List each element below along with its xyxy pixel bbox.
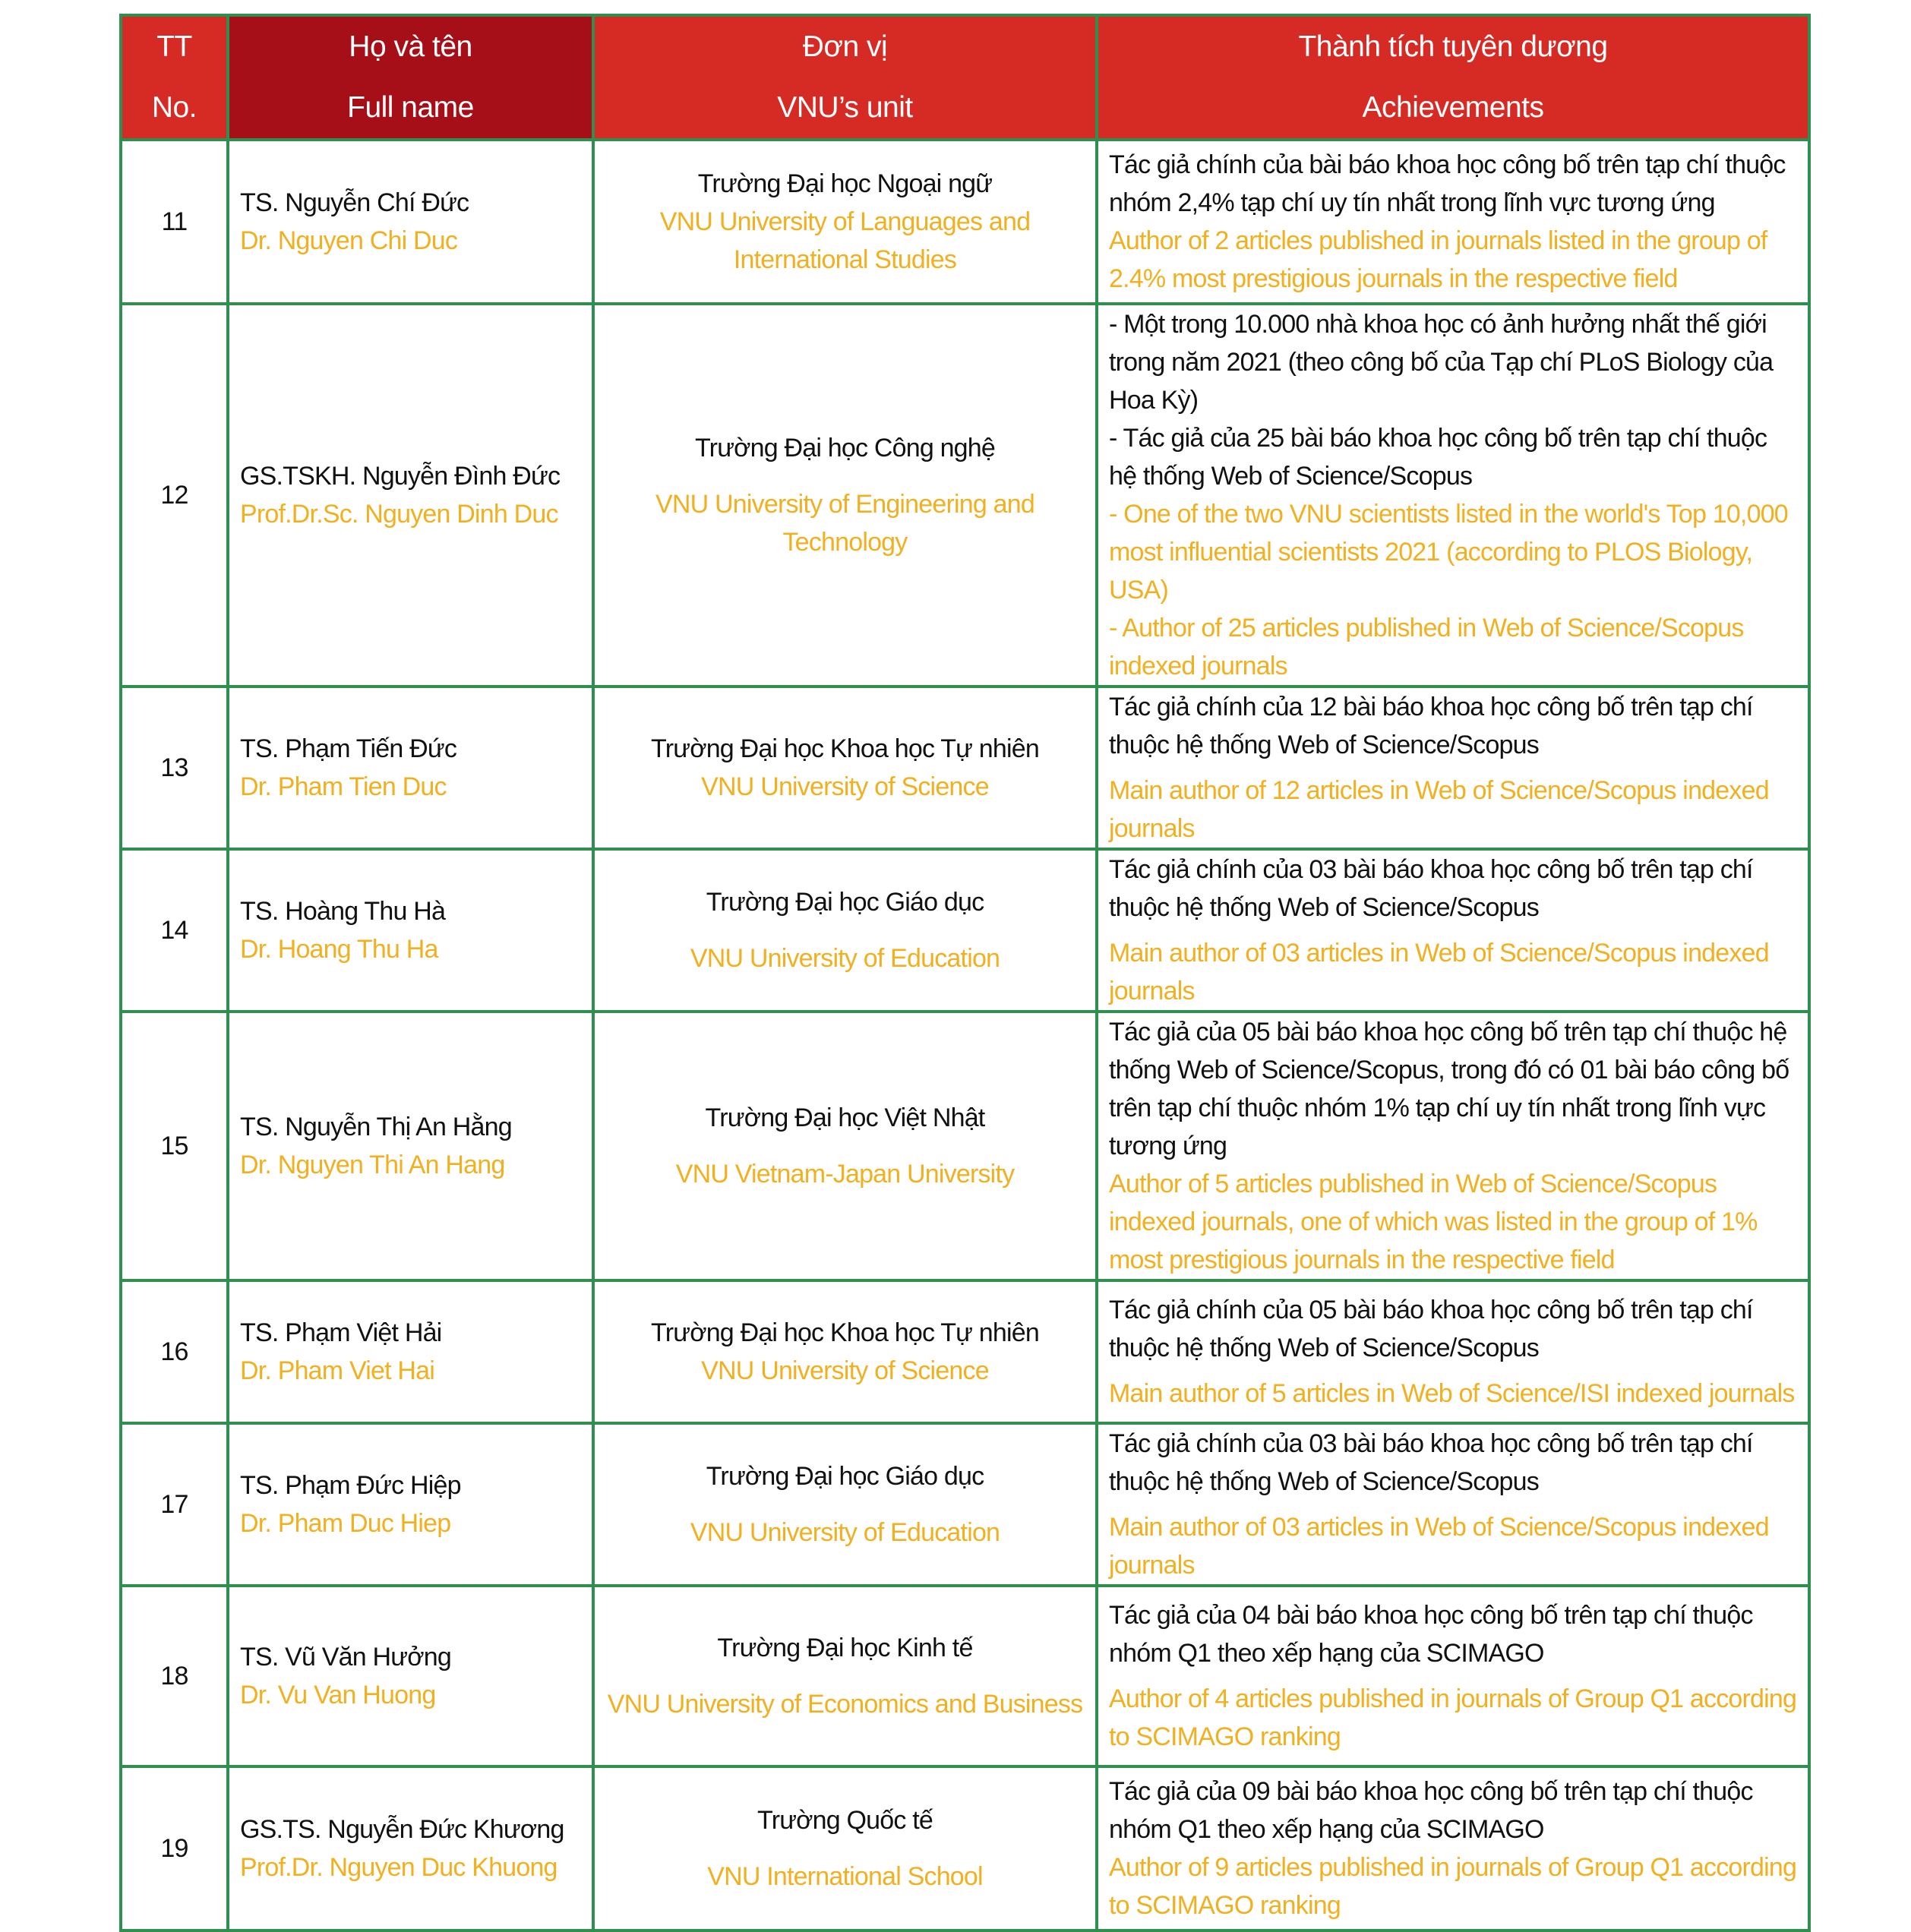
row-number: 18 — [121, 1586, 228, 1766]
header-name — [228, 15, 593, 140]
spacer — [1109, 764, 1797, 772]
person-name-vi: GS.TSKH. Nguyễn Đình Đức — [240, 462, 561, 491]
achievement-cell — [1097, 1012, 1809, 1280]
unit-cell — [593, 687, 1097, 849]
table-header — [121, 15, 1809, 140]
header-no-en: No. — [151, 91, 197, 124]
person-name-cell — [228, 849, 593, 1012]
unit-en: VNU Vietnam-Japan University — [675, 1160, 1015, 1189]
person-name-cell — [228, 1586, 593, 1766]
unit-en: VNU University of Education — [690, 1518, 1000, 1547]
spacer — [605, 467, 1085, 485]
table-row — [121, 1586, 1809, 1766]
achievement-vi: Tác giả của 05 bài báo khoa học công bố trên tạp chí thuộc hệ thống Web of Science/Scopus, trong đó có 01 bài báo công bố trên tạp chí thuộc nhóm 1% tạp chí uy tín nhất trong lĩnh vực tương ứng — [1109, 1018, 1789, 1160]
unit-en: VNU University of Education — [690, 944, 1000, 973]
row-number: 16 — [121, 1280, 228, 1423]
spacer — [605, 1667, 1085, 1685]
achievement-vi: Tác giả chính của 12 bài báo khoa học công bố trên tạp chí thuộc hệ thống Web of Science/Scopus — [1109, 693, 1753, 759]
unit-cell — [593, 1280, 1097, 1423]
person-name-en: Dr. Pham Duc Hiep — [240, 1509, 451, 1538]
header-row — [121, 15, 1809, 140]
achievement-vi: - Một trong 10.000 nhà khoa học có ảnh hưởng nhất thế giới trong năm 2021 (theo công bố của Tạp chí PLoS Biology của Hoa Kỳ) — [1109, 310, 1774, 415]
header-unit — [593, 15, 1097, 140]
achievement-vi: - Tác giả của 25 bài báo khoa học công bố trên tạp chí thuộc hệ thống Web of Science/Scopus — [1109, 424, 1767, 491]
achievement-vi: Tác giả chính của bài báo khoa học công bố trên tạp chí thuộc nhóm 2,4% tạp chí uy tín nhất trong lĩnh vực tương ứng — [1109, 150, 1786, 217]
achievement-en: Main author of 03 articles in Web of Science/Scopus indexed journals — [1109, 939, 1769, 1005]
person-name-vi: TS. Nguyễn Chí Đức — [240, 188, 469, 217]
unit-en: VNU University of Science — [701, 772, 989, 801]
achievement-vi: Tác giả chính của 03 bài báo khoa học công bố trên tạp chí thuộc hệ thống Web of Science/Scopus — [1109, 855, 1753, 922]
header-unit-vi: Đơn vị — [802, 30, 888, 63]
achievement-en: - One of the two VNU scientists listed in the world's Top 10,000 most influential scientists 2021 (according to PLOS Biology, USA) — [1109, 500, 1788, 605]
honoree-table — [119, 14, 1811, 1932]
spacer — [1109, 927, 1797, 934]
person-name-en: Dr. Pham Tien Duc — [240, 772, 447, 801]
achievement-en: Author of 5 articles published in Web of Science/Scopus indexed journals, one of which was listed in the group of 1% most prestigious journals in the respective field — [1109, 1170, 1758, 1274]
person-name-vi: TS. Phạm Tiến Đức — [240, 734, 457, 763]
header-no — [121, 15, 228, 140]
person-name-vi: TS. Phạm Đức Hiệp — [240, 1471, 461, 1500]
achievement-en: Author of 9 articles published in journals of Group Q1 according to SCIMAGO ranking — [1109, 1853, 1797, 1920]
table-row — [121, 1280, 1809, 1423]
person-name-en: Dr. Pham Viet Hai — [240, 1356, 434, 1385]
achievement-vi: Tác giả của 09 bài báo khoa học công bố trên tạp chí thuộc nhóm Q1 theo xếp hạng của SCIMAGO — [1109, 1777, 1753, 1844]
person-name-en: Dr. Vu Van Huong — [240, 1681, 436, 1709]
row-number: 11 — [121, 140, 228, 304]
spacer — [1109, 1672, 1797, 1680]
achievement-en: Main author of 5 articles in Web of Science/ISI indexed journals — [1109, 1379, 1795, 1408]
header-name-en: Full name — [347, 91, 474, 124]
unit-vi: Trường Đại học Ngoại ngữ — [697, 169, 993, 198]
table-row — [121, 1012, 1809, 1280]
unit-vi: Trường Quốc tế — [757, 1806, 933, 1835]
unit-en: VNU University of Economics and Business — [607, 1690, 1083, 1719]
table-row — [121, 1423, 1809, 1586]
spacer — [605, 1137, 1085, 1155]
person-name-cell — [228, 1423, 593, 1586]
achievement-cell — [1097, 140, 1809, 304]
spacer — [605, 1495, 1085, 1514]
person-name-cell — [228, 1766, 593, 1930]
person-name-vi: TS. Hoàng Thu Hà — [240, 897, 446, 926]
row-number: 17 — [121, 1423, 228, 1586]
table-row — [121, 849, 1809, 1012]
person-name-cell — [228, 140, 593, 304]
achievement-cell — [1097, 1280, 1809, 1423]
achievement-cell — [1097, 849, 1809, 1012]
spacer — [605, 1839, 1085, 1858]
header-no-vi: TT — [156, 30, 192, 63]
achievement-en: Author of 2 articles published in journals listed in the group of 2.4% most prestigious journals in the respective field — [1109, 226, 1767, 293]
unit-cell — [593, 1012, 1097, 1280]
person-name-en: Dr. Hoang Thu Ha — [240, 935, 438, 964]
unit-vi: Trường Đại học Công nghệ — [694, 434, 996, 462]
spacer — [1109, 1367, 1797, 1375]
spacer — [605, 921, 1085, 939]
achievement-cell — [1097, 1586, 1809, 1766]
achievement-cell — [1097, 1766, 1809, 1930]
person-name-vi: TS. Nguyễn Thị An Hằng — [240, 1113, 512, 1141]
achievement-vi: Tác giả chính của 03 bài báo khoa học công bố trên tạp chí thuộc hệ thống Web of Science/Scopus — [1109, 1429, 1753, 1496]
unit-cell — [593, 140, 1097, 304]
unit-vi: Trường Đại học Việt Nhật — [705, 1103, 985, 1132]
unit-cell — [593, 1423, 1097, 1586]
person-name-cell — [228, 1280, 593, 1423]
achievement-vi: Tác giả chính của 05 bài báo khoa học công bố trên tạp chí thuộc hệ thống Web of Science/Scopus — [1109, 1296, 1753, 1362]
unit-cell — [593, 1586, 1097, 1766]
table-row — [121, 687, 1809, 849]
achievement-en: - Author of 25 articles published in Web of Science/Scopus indexed journals — [1109, 614, 1744, 680]
unit-vi: Trường Đại học Giáo dục — [706, 888, 984, 917]
row-number: 12 — [121, 304, 228, 687]
unit-cell — [593, 849, 1097, 1012]
unit-cell — [593, 304, 1097, 687]
row-number: 13 — [121, 687, 228, 849]
achievement-en: Main author of 12 articles in Web of Science/Scopus indexed journals — [1109, 776, 1769, 843]
honoree-table-sheet — [119, 14, 1808, 1932]
table-row — [121, 304, 1809, 687]
person-name-vi: TS. Vũ Văn Hưởng — [240, 1643, 451, 1672]
row-number: 15 — [121, 1012, 228, 1280]
unit-en: VNU International School — [707, 1862, 983, 1891]
achievement-cell — [1097, 304, 1809, 687]
unit-en: VNU University of Engineering and Technology — [655, 490, 1034, 557]
unit-en: VNU University of Science — [701, 1356, 989, 1385]
header-achievements — [1097, 15, 1809, 140]
header-ach-en: Achievements — [1362, 91, 1544, 124]
unit-cell — [593, 1766, 1097, 1930]
unit-vi: Trường Đại học Khoa học Tự nhiên — [651, 1318, 1039, 1347]
header-name-vi: Họ và tên — [349, 30, 472, 63]
person-name-en: Prof.Dr. Nguyen Duc Khuong — [240, 1853, 558, 1882]
unit-en: VNU University of Languages and International Studies — [659, 207, 1031, 274]
person-name-cell — [228, 687, 593, 849]
row-number: 19 — [121, 1766, 228, 1930]
person-name-en: Dr. Nguyen Thi An Hang — [240, 1151, 505, 1179]
spacer — [1109, 1501, 1797, 1508]
header-ach-vi: Thành tích tuyên dương — [1298, 30, 1608, 63]
person-name-vi: GS.TS. Nguyễn Đức Khương — [240, 1815, 564, 1844]
header-unit-en: VNU’s unit — [777, 91, 913, 124]
achievement-vi: Tác giả của 04 bài báo khoa học công bố trên tạp chí thuộc nhóm Q1 theo xếp hạng của SCIMAGO — [1109, 1601, 1753, 1668]
table-body — [121, 140, 1809, 1930]
person-name-vi: TS. Phạm Việt Hải — [240, 1318, 442, 1347]
person-name-en: Dr. Nguyen Chi Duc — [240, 226, 458, 255]
unit-vi: Trường Đại học Kinh tế — [717, 1634, 973, 1662]
person-name-en: Prof.Dr.Sc. Nguyen Dinh Duc — [240, 500, 558, 529]
person-name-cell — [228, 304, 593, 687]
achievement-cell — [1097, 687, 1809, 849]
achievement-cell — [1097, 1423, 1809, 1586]
achievement-en: Author of 4 articles published in journals of Group Q1 according to SCIMAGO ranking — [1109, 1684, 1797, 1751]
unit-vi: Trường Đại học Giáo dục — [706, 1462, 984, 1491]
unit-vi: Trường Đại học Khoa học Tự nhiên — [651, 734, 1039, 763]
table-row — [121, 1766, 1809, 1930]
achievement-en: Main author of 03 articles in Web of Science/Scopus indexed journals — [1109, 1513, 1769, 1580]
table-row — [121, 140, 1809, 304]
row-number: 14 — [121, 849, 228, 1012]
person-name-cell — [228, 1012, 593, 1280]
